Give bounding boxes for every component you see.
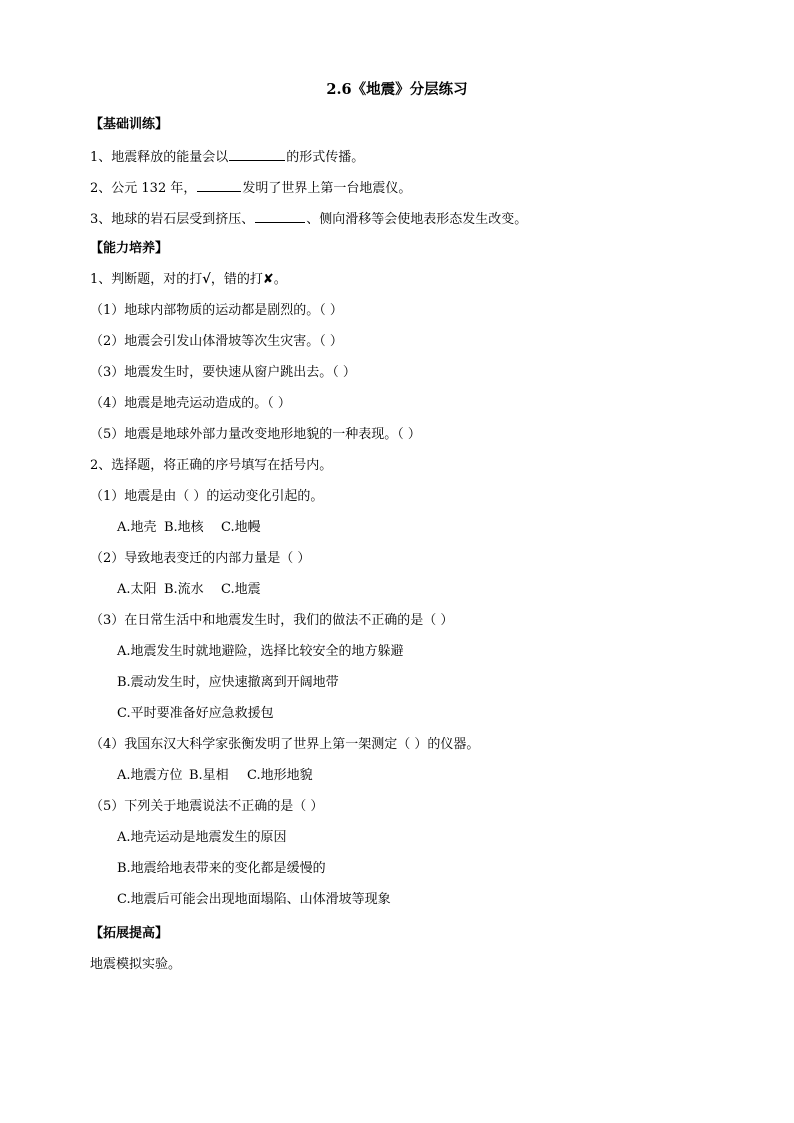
true-false-item-5: （5）地震是地球外部力量改变地形地貌的一种表现。（ ） <box>90 427 421 442</box>
true-false-item-2: （2）地震会引发山体滑坡等次生灾害。（ ） <box>90 334 343 349</box>
question-text: 、侧向滑移等会使地表形态发生改变。 <box>306 212 528 227</box>
option-c: C.地震 <box>221 582 261 597</box>
question-text: 发明了世界上第一台地震仪。 <box>242 181 412 196</box>
fill-blank[interactable] <box>229 146 285 161</box>
choice-question-4: （4）我国东汉大科学家张衡发明了世界上第一架测定（ ）的仪器。 <box>90 737 480 752</box>
extension-text: 地震模拟实验。 <box>90 957 182 972</box>
choice-options-1 <box>117 518 261 538</box>
question-text: 3、地球的岩石层受到挤压、 <box>90 212 255 227</box>
option-b: B.震动发生时，应快速撤离到开阔地带 <box>117 675 339 690</box>
true-false-item-4: （4）地震是地壳运动造成的。（ ） <box>90 396 291 411</box>
option-a: A.地壳运动是地震发生的原因 <box>117 830 287 845</box>
intro-text: 1、判断题，对的打 <box>90 272 203 287</box>
question-text: 2、公元 132 年， <box>90 181 197 196</box>
cross-mark-icon: ✘ <box>262 272 274 287</box>
option-a: A.太阳 <box>117 582 157 597</box>
option-a: A.地震方位 <box>117 768 183 783</box>
choice-question-2: （2）导致地表变迁的内部力量是（ ） <box>90 551 311 566</box>
choice-options-4 <box>117 766 313 786</box>
true-false-item-1: （1）地球内部物质的运动都是剧烈的。（ ） <box>90 303 343 318</box>
intro-text: ，错的打 <box>210 272 263 287</box>
question-text: 的形式传播。 <box>286 150 365 165</box>
option-b: B.流水 <box>164 582 204 597</box>
section-heading-ability: 【能力培养】 <box>90 241 169 256</box>
choice-question-1: （1）地震是由（ ）的运动变化引起的。 <box>90 489 324 504</box>
question-text: 1、地震释放的能量会以 <box>90 150 229 165</box>
true-false-intro <box>90 270 287 290</box>
option-b: B.地核 <box>164 520 204 535</box>
fill-blank[interactable] <box>197 177 241 192</box>
choice-question-3: （3）在日常生活中和地震发生时，我们的做法不正确的是（ ） <box>90 613 454 628</box>
option-c: C.地震后可能会出现地面塌陷、山体滑坡等现象 <box>117 892 391 907</box>
option-c: C.地形地貌 <box>247 768 313 783</box>
question-basic-2 <box>90 177 411 199</box>
option-a: A.地壳 <box>117 520 157 535</box>
question-basic-1 <box>90 146 364 168</box>
choice-question-5: （5）下列关于地震说法不正确的是（ ） <box>90 799 324 814</box>
question-basic-3 <box>90 208 527 230</box>
section-heading-extension: 【拓展提高】 <box>90 926 169 941</box>
option-b: B.星相 <box>189 768 229 783</box>
check-mark-icon: √ <box>202 272 211 287</box>
option-b: B.地震给地表带来的变化都是缓慢的 <box>117 861 326 876</box>
multiple-choice-intro: 2、选择题，将正确的序号填写在括号内。 <box>90 458 333 473</box>
option-c: C.地幔 <box>221 520 261 535</box>
option-c: C.平时要准备好应急救援包 <box>117 706 274 721</box>
true-false-item-3: （3）地震发生时，要快速从窗户跳出去。（ ） <box>90 365 356 380</box>
section-heading-basic: 【基础训练】 <box>90 117 169 132</box>
option-a: A.地震发生时就地避险，选择比较安全的地方躲避 <box>117 644 404 659</box>
page-title: 2.6《地震》分层练习 <box>326 81 468 98</box>
intro-text: 。 <box>273 272 287 287</box>
fill-blank[interactable] <box>255 208 305 223</box>
choice-options-2 <box>117 580 261 600</box>
